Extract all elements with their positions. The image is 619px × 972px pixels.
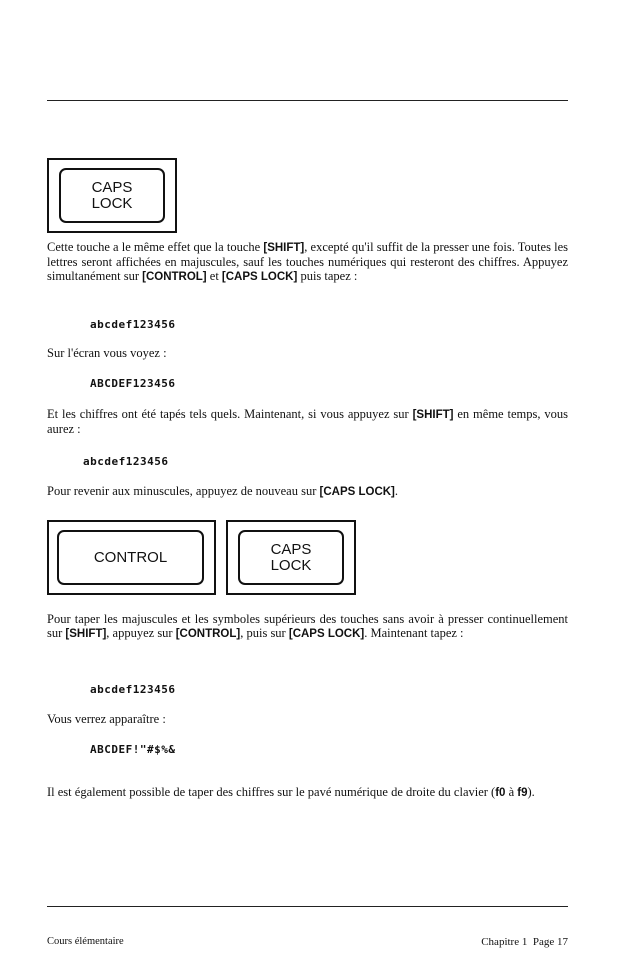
control-key-face [57, 530, 204, 585]
caps-lock-key-illustration-2 [226, 520, 356, 595]
control-key-illustration [47, 520, 216, 595]
caps-lock-key-line1: CAPS [91, 178, 133, 196]
paragraph-you-will-see: Vous verrez apparaître : [47, 712, 166, 726]
footer-left: Cours élémentaire [47, 936, 124, 947]
caps-lock-key-illustration [47, 158, 177, 233]
paragraph-numeric-keypad: Il est également possible de taper des chiffres sur le pavé numérique de droite du clavier (f0 à f9). [47, 785, 535, 799]
footer-right [481, 935, 568, 949]
footer-page: Page 17 [532, 936, 568, 948]
caps-lock-key-face [59, 168, 165, 223]
header-rule [47, 100, 568, 101]
caps-lock-key-line2: LOCK [91, 194, 133, 212]
footer-rule [47, 906, 568, 907]
caps-lock-key-2-line2: LOCK [270, 556, 312, 574]
code-example-3: abcdef123456 [83, 455, 169, 468]
caps-lock-key-2-line1: CAPS [270, 540, 312, 558]
paragraph-screen-shows: Sur l'écran vous voyez : [47, 346, 167, 360]
control-key-label: CONTROL [93, 548, 168, 566]
caps-lock-key-face-2 [238, 530, 344, 585]
paragraph-return-lowercase: Pour revenir aux minuscules, appuyez de nouveau sur [CAPS LOCK]. [47, 484, 399, 498]
code-example-5: ABCDEF!"#$%& [90, 743, 176, 756]
code-example-2: ABCDEF123456 [90, 377, 176, 390]
paragraph-shift-effect: Et les chiffres ont été tapés tels quels. Maintenant, si vous appuyez sur [SHIFT] en même temps, vous aurez : [47, 407, 568, 436]
code-example-1: abcdef123456 [90, 318, 176, 331]
footer-chapter: Chapitre 1 [481, 936, 528, 948]
paragraph-control-caps-lock: Pour taper les majuscules et les symboles supérieurs des touches sans avoir à presser continuellement sur [SHIFT], appuyez sur [CONTROL], puis sur [CAPS LOCK]. Maintenant tapez : [47, 612, 568, 640]
code-example-4: abcdef123456 [90, 683, 176, 696]
paragraph-caps-lock-intro: Cette touche a le même effet que la touche [SHIFT], excepté qu'il suffit de la presser une fois. Toutes les lettres seront affichées en majuscules, sauf les touches numériques qui resteront des chiffres. Appuyez simultanément sur [CONTROL] et [CAPS LOCK] puis tapez : [47, 240, 568, 283]
